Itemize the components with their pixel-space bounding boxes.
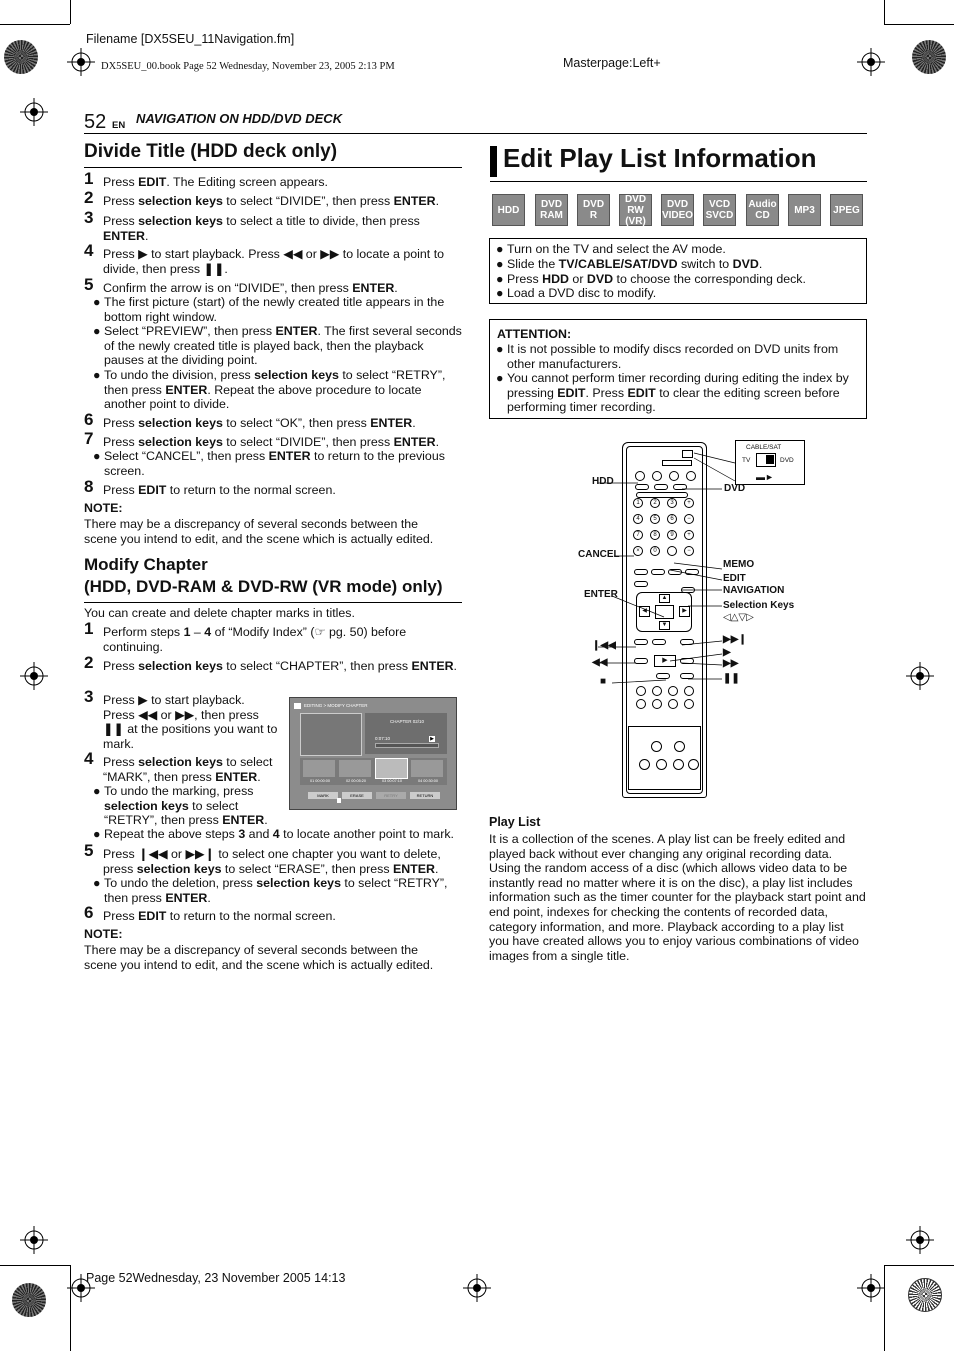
remote-key-8: 8 [650,530,660,540]
badge-jpeg: JPEG [830,194,863,226]
screen-chapter-label: CHAPTER 02/10 [390,719,425,724]
remote-label-arrows: ◁△▽▷ [723,612,754,623]
screen-logo-icon [294,703,301,709]
remote-key-5: 5 [650,514,660,524]
remote-edit-button [634,581,648,587]
remote-key-4: 4 [633,514,643,524]
up-arrow-icon: ▲ [659,594,670,603]
remote-pause-button [680,673,694,679]
remote-button [669,471,679,481]
screen-time-label: 0:07:10 [375,736,391,741]
switch-dvd-label: DVD [780,457,794,464]
attention-item: ● It is not possible to modify discs recorded on DVD units from other manufacturers. [496,342,839,371]
remote-enter-key [655,605,674,619]
divide-title-heading: Divide Title (HDD deck only) [84,141,338,162]
remote-top-slot [662,460,692,466]
divide-step-8: 8 Press EDIT to return to the normal screen. [84,477,336,497]
remote-button [668,569,682,575]
remote-play-button: ▶ [654,655,676,667]
modify-chapter-heading-line2: (HDD, DVD-RAM & DVD-RW (VR mode) only) [84,577,443,596]
remote-key-3: 3 [667,498,677,508]
screen-thumb-caption: 04 00:30:00 [417,779,439,783]
remote-label-cancel: CANCEL [578,549,620,560]
page-number: 52 [84,111,107,133]
switch-tv-label: TV [742,457,751,464]
remote-dvd-button [673,484,687,490]
modify-step-2: 2 Press selection keys to select “CHAPTER”, then press ENTER. [84,653,457,673]
divide-step5-bullet: ● To undo the division, press selection keys to select “RETRY”, then press ENTER. Repeat the above procedure to locate another point to divide. [93,368,446,412]
remote-button [652,471,662,481]
crosshair-icon [857,1274,885,1302]
remote-label-selection-keys: Selection Keys [723,600,795,611]
prep-item: ● Load a DVD disc to modify. [496,286,657,300]
prep-item: ● Slide the TV/CABLE/SAT/DVD switch to DVD. [496,257,763,271]
remote-hdd-button [635,484,649,490]
badge-dvd-rw-vr: DVD RW (VR) [619,194,652,226]
remote-button [651,569,665,575]
remote-button [639,759,650,770]
edit-heading-bar-icon [490,146,497,177]
crosshair-icon [463,1274,491,1302]
divide-step-6: 6 Press selection keys to select “OK”, then press ENTER. [84,410,416,430]
remote-button [673,759,684,770]
prep-item: ● Press HDD or DVD to choose the corresponding deck. [496,272,806,286]
attention-item: ● You cannot perform timer recording during editing the index by pressing EDIT. Press EDIT to clear the editing screen before performing timer recording. [496,371,849,415]
modify-step4-bullet: ● To undo the marking, press selection keys to select “RETRY”, then press ENTER. [93,784,268,828]
prep-item: ● Turn on the TV and select the AV mode. [496,242,726,256]
modify-note-text: There may be a discrepancy of several seconds between the scene you intend to edit, and the scene which is actually edited. [84,943,434,972]
screen-info-panel [365,713,447,754]
preparation-box [489,238,867,304]
crosshair-icon [20,662,48,690]
remote-rewind-button [634,658,648,664]
page-header [84,110,867,134]
divide-note-text: There may be a discrepancy of several seconds between the scene you intend to edit, and the scene which is actually edited. [84,517,434,546]
edit-heading-rule [490,181,867,182]
divide-step-7: 7 Press selection keys to select “DIVIDE”, then press ENTER. [84,429,440,449]
remote-button [668,699,678,709]
badge-dvd-ram: DVD RAM [535,194,568,226]
remote-label-edit: EDIT [723,573,746,584]
footer-line: Page 52Wednesday, 23 November 2005 14:13 [86,1271,346,1285]
section-title: NAVIGATION ON HDD/DVD DECK [136,111,343,126]
play-list-text: It is a collection of the scenes. A play list can be freely edited and played back without ever changing any original recording data. Using the random access of a disc (which allows video data to be instantly read no matter where it is on the disc), a play list includes information such as the timer counter for the playback start point and end point, indexes for checking the contents of recorded data, category information, and more. Playback according to a play list you have created allows you to enjoy various combinations of video images from a single title. [489,832,866,963]
screen-progress-bar [375,743,439,748]
modify-chapter-screen [289,697,457,810]
screen-thumbnail [411,760,443,777]
modify-step-1: 1 Perform steps 1 – 4 of “Modify Index” (☞ pg. 50) before continuing. [84,619,407,654]
remote-button [636,686,646,696]
remote-cancel-key: × [633,546,643,556]
divide-step-2: 2 Press selection keys to select “DIVIDE”, then press ENTER. [84,188,440,208]
screen-thumbnail-strip [300,758,447,785]
badge-vcd-svcd: VCD SVCD [703,194,736,226]
remote-button [668,686,678,696]
remote-button [654,484,668,490]
remote-label-rewind: ◀◀ [592,657,608,668]
screen-preview-window [300,713,362,756]
remote-key-2: 2 [650,498,660,508]
switch-label: CABLE/SAT [746,444,782,451]
screen-header: EDITING > MODIFY CHAPTER [294,702,452,710]
screen-button-mark: MARK [308,792,338,799]
remote-key-plus: + [684,498,694,508]
play-list-heading: Play List [489,815,541,829]
remote-key-1: 1 [633,498,643,508]
screen-button-erase: ERASE [342,792,372,799]
divide-step-3: 3 Press selection keys to select a title to divide, then press ENTER. [84,208,420,243]
remote-key-7: 7 [633,530,643,540]
book-info-line: DX5SEU_00.book Page 52 Wednesday, November 23, 2005 2:13 PM [101,61,395,72]
crosshair-icon [20,1226,48,1254]
modify-heading-rule [84,602,462,603]
remote-button [634,639,648,645]
remote-selection-keys [636,592,692,632]
screen-thumb-caption: 02 00:05:20 [345,779,367,783]
registration-rosette-icon [912,40,946,74]
screen-thumbnail-selected [375,758,408,779]
remote-key-0: 0 [650,546,660,556]
remote-button [684,699,694,709]
remote-button [686,471,696,481]
remote-fast-forward-button [680,658,694,664]
badge-dvd-video: DVD VIDEO [661,194,694,226]
remote-number-pad [633,498,695,563]
badge-mp3: MP3 [788,194,821,226]
remote-key-6: 6 [667,514,677,524]
divide-step-5: 5 Confirm the arrow is on “DIVIDE”, then press ENTER. [84,275,398,295]
attention-label: ATTENTION: [497,327,572,341]
remote-label-hdd: HDD [592,476,614,487]
modify-step-5: 5 Press ❙◀◀ or ▶▶❙ to select one chapter you want to delete, press selection keys to select “ERASE”, then press ENTER. [84,841,441,876]
left-arrow-icon: ◀ [639,606,650,617]
remote-button [652,686,662,696]
remote-label-stop: ■ [600,676,607,687]
remote-label-navigation: NAVIGATION [723,585,785,596]
remote-button [684,686,694,696]
remote-button [674,741,685,752]
divide-step-1: 1 Press EDIT. The Editing screen appears. [84,169,328,189]
remote-key-plus: + [684,530,694,540]
screen-thumbnail [339,760,371,777]
screen-cursor-icon [337,798,341,803]
divide-step7-bullet: ● Select “CANCEL”, then press ENTER to return to the previous screen. [93,449,445,478]
modify-note-label: NOTE: [84,927,123,941]
divide-heading-rule [84,167,462,168]
badge-hdd: HDD [492,194,525,226]
screen-thumbnail [303,760,335,777]
remote-button [652,639,666,645]
divide-step-4: 4 Press ▶ to start playback. Press ◀◀ or ▶▶ to locate a point to divide, then press ❚❚. [84,241,445,276]
remote-cover-panel [628,726,701,790]
remote-button [652,699,662,709]
crosshair-icon [906,1226,934,1254]
remote-label-play: ▶ [723,647,731,658]
remote-label-skip-forward: ▶▶❙ [723,634,747,645]
divide-note-label: NOTE: [84,501,123,515]
crosshair-icon [67,48,95,76]
screen-play-icon: ▶ [430,736,434,742]
modify-intro: You can create and delete chapter marks in titles. [84,606,355,620]
remote-label-memo: MEMO [723,559,755,570]
registration-rosette-icon [4,40,38,74]
language-tag: EN [112,120,126,131]
remote-button [634,569,648,575]
remote-tv-dvd-switch [682,450,693,458]
crosshair-icon [906,662,934,690]
remote-button [685,569,699,575]
modify-step-4: 4 Press selection keys to select “MARK”, then press ENTER. [84,749,273,784]
divide-step5-bullet: ● The first picture (start) of the newly created title appears in the bottom right window. [93,295,445,324]
remote-label-pause: ❚❚ [723,673,740,684]
divide-step5-bullet: ● Select “PREVIEW”, then press ENTER. The first several seconds of the newly created title is played back, then the playback pauses at the dividing point. [93,324,462,368]
remote-memo-key [667,546,677,556]
screen-button-retry: RETRY [376,792,406,799]
attention-box [489,319,867,419]
remote-button [651,741,662,752]
crosshair-icon [20,98,48,126]
remote-label-dvd: DVD [724,483,746,494]
edit-play-list-heading: Edit Play List Information [503,143,817,173]
remote-key-9: 9 [667,530,677,540]
modify-chapter-heading-line1: Modify Chapter [84,555,208,574]
screen-button-return: RETURN [410,792,440,799]
remote-button [688,759,699,770]
down-arrow-icon: ▼ [659,621,670,630]
header-rule [84,133,867,134]
registration-rosette-icon [12,1283,46,1317]
screen-thumb-caption: 01 00:00:00 [309,779,331,783]
remote-key-minus: − [684,546,694,556]
remote-button [635,471,645,481]
masterpage-label: Masterpage:Left+ [563,56,661,70]
registration-rosette-icon [908,1278,942,1312]
right-arrow-icon: ▶ [679,606,690,617]
badge-audio-cd: Audio CD [746,194,779,226]
remote-stop-button [656,673,670,679]
arrow-right-icon: ▬► [756,472,774,482]
screen-thumb-caption: 03 00:07:10 [381,779,403,783]
modify-step-3: 3 Press ▶ to start playback. Press ◀◀ or ▶▶, then press ❚❚ at the positions you want to mark. [84,687,278,751]
remote-label-skip-back: ❙◀◀ [592,640,616,651]
modify-step-6: 6 Press EDIT to return to the normal screen. [84,903,336,923]
remote-label-enter: ENTER [584,589,618,600]
remote-button [656,759,667,770]
remote-key-minus: − [684,514,694,524]
badge-dvd-r: DVD R [577,194,610,226]
remote-control-illustration [570,436,810,806]
crosshair-icon [857,48,885,76]
modify-step5-bullet: ● To undo the deletion, press selection keys to select “RETRY”, then press ENTER. [93,876,448,905]
modify-step4-bullet: ● Repeat the above steps 3 and 4 to locate another point to mark. [93,827,454,841]
remote-button [636,699,646,709]
remote-skip-forward-button [680,639,694,645]
filename-label: Filename [DX5SEU_11Navigation.fm] [86,32,295,46]
remote-label-fast-forward: ▶▶ [723,658,739,669]
